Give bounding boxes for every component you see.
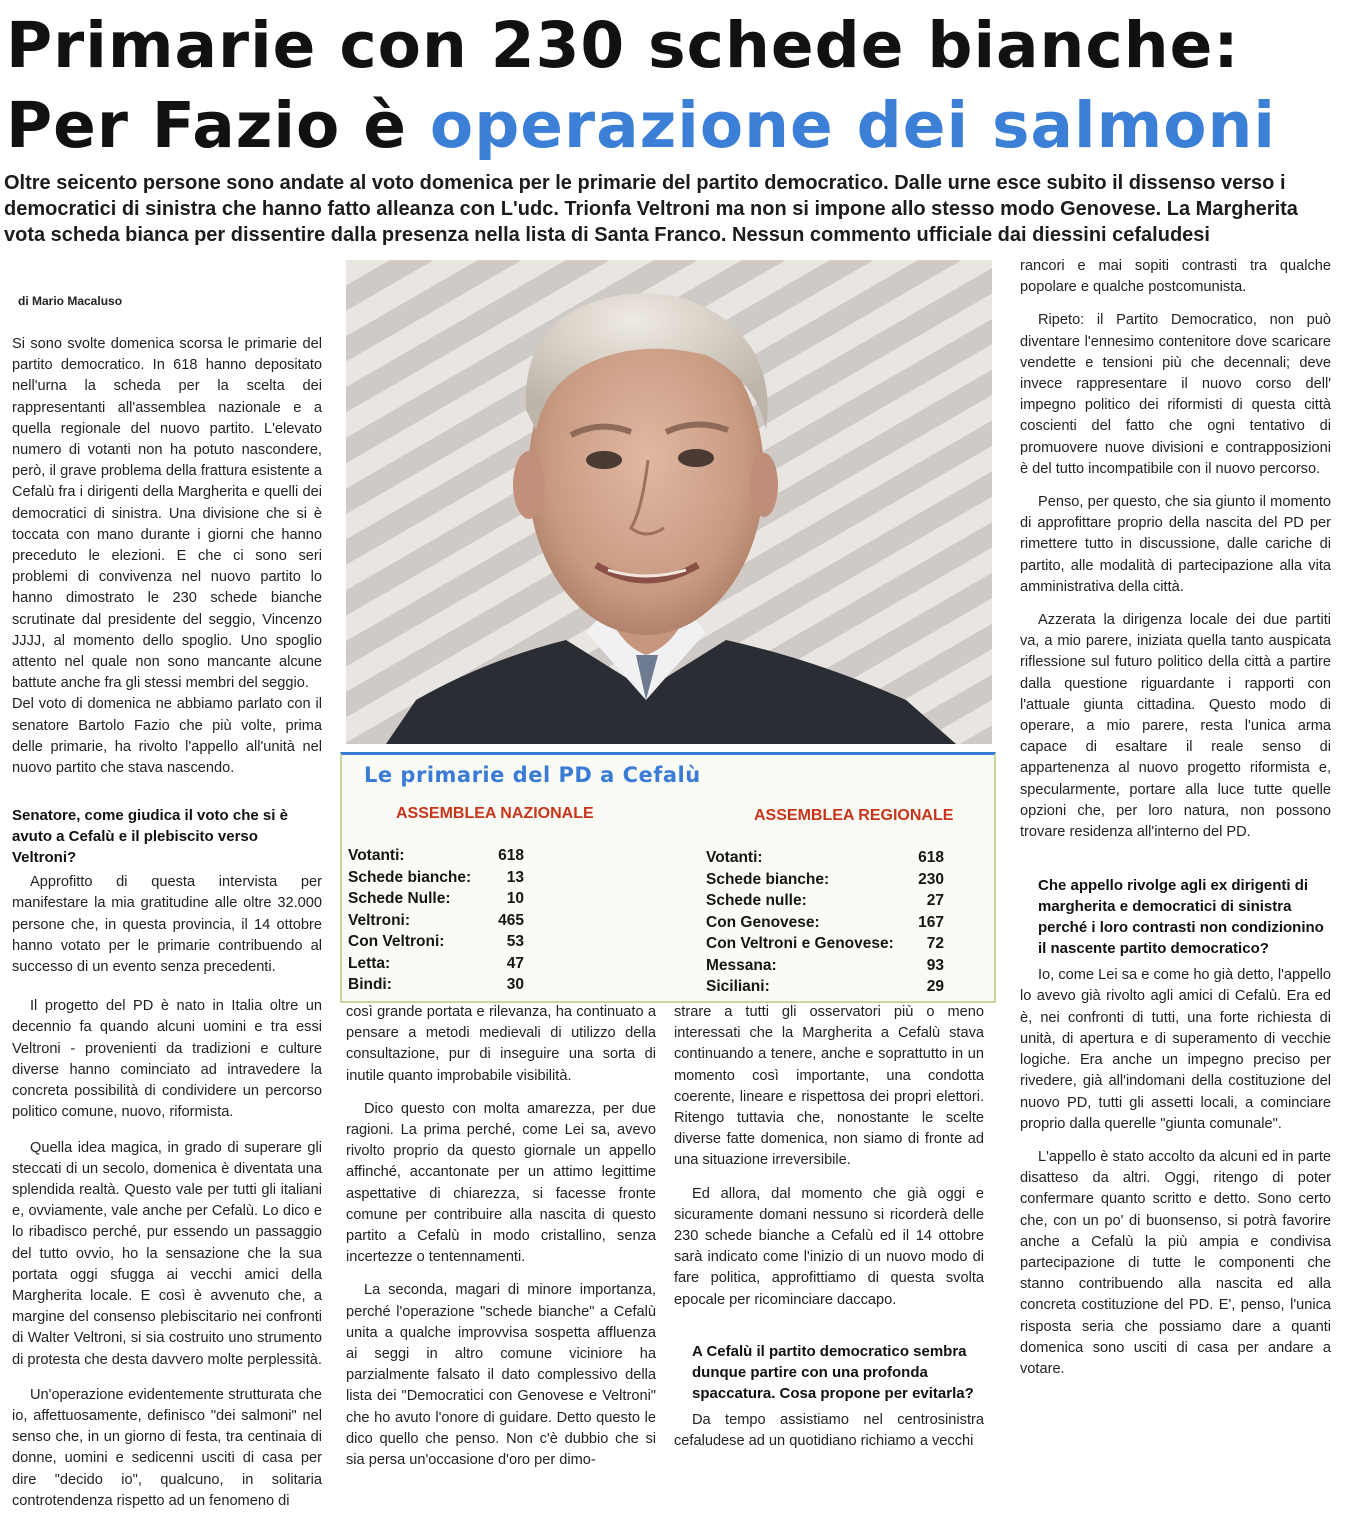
article-paragraph: Dico questo con molta amarezza, per due ragioni. La prima perché, come Lei sa, avevo rivolto proprio da questo giornale un appello affinché, accantonate per un attimo legittime aspettative di chiarezza, si facesse fronte comune per contribuire alla nascita di questo partito a Cefalù in modo cristallino, senza incertezze o tentennamenti.: [346, 1100, 656, 1266]
results-value: 47: [506, 954, 524, 972]
results-row: [706, 892, 944, 914]
results-value: 53: [506, 933, 524, 950]
results-value: 10: [506, 890, 524, 907]
results-value: 29: [926, 978, 944, 995]
interview-question: A Cefalù il partito democratico sembra dunque partire con una profonda spaccatura. Cosa propone per evitarla?: [692, 1342, 974, 1402]
portrait-photo: [346, 260, 992, 744]
article-paragraph: Ed allora, dal momento che già oggi e sicuramente domani nessuno si ricorderà delle 230 schede bianche a Cefalù ed il 14 ottobre sarà indicato come l'inizio di un nuovo modo di fare politica, approfittiamo di questa svolta epocale per ricominciare daccapo.: [674, 1185, 984, 1308]
interview-question: Che appello rivolge agli ex dirigenti di margherita e democratici di sinistra perché i loro contrasti non condizionino il nascente partito democratico?: [1038, 877, 1324, 958]
article-paragraph: Approfitto di questa intervista per manifestare la mia gratitudine alle oltre 32.000 persone che, in questa provincia, il 14 ottobre hanno votato per le primarie contribuendo al successo di un evento senza precedenti.: [12, 874, 322, 976]
article-column-3: [674, 1002, 984, 1460]
article-paragraph: Del voto di domenica ne abbiamo parlato con il senatore Bartolo Fazio che più volte, prima delle primarie, ha rivolto l'appello all'unità nel nuovo partito che stava nascendo.: [12, 696, 322, 777]
results-row: [706, 871, 944, 893]
nazionale-results-table: [348, 847, 524, 997]
article-paragraph: La seconda, magari di minore importanza, perché l'operazione "schede bianche" a Cefalù unita a qualche improvvisa sospetta affluenza ai seggi in altro comune viciniore ha parzialmente falsato il dato complessivo della lista dei "Democratici con Genovese e Veltroni" che ho avuto l'onore di guidare. Detto questo le dico quello che penso. Non c'è dubbio che si sia persa un'occasione d'oro per dimo-: [346, 1282, 656, 1469]
article-paragraph: Azzerata la dirigenza locale dei due partiti va, a mio parere, iniziata quella tanto auspicata riflessione sul futuro politico della città a partire dalla questione riguardante i rapporti con l'attuale giunta cittadina. Questo modo di operare, a mio parere, resta l'unica arma capace di esaltare il reale senso di appartenenza al nuovo progetto riformista e, specularmente, portare alla luce tutte quelle opzioni che, per loro natura, non possono trovare residenza all'interno del PD.: [1020, 612, 1331, 841]
results-box-title: Le primarie del PD a Cefalù: [364, 763, 701, 787]
assemblea-nazionale-heading: ASSEMBLEA NAZIONALE: [396, 805, 594, 822]
results-row: [348, 869, 524, 891]
regionale-results-table: [706, 849, 944, 999]
results-row: [348, 955, 524, 977]
headline-line-2-prefix: Per Fazio è: [6, 89, 430, 162]
results-label: Votanti:: [706, 849, 763, 866]
headline: [6, 6, 1346, 166]
assemblea-regionale-heading: ASSEMBLEA REGIONALE: [754, 807, 954, 824]
interview-question: Senatore, come giudica il voto che si è avuto a Cefalù e il plebiscito verso Veltroni?: [12, 807, 288, 867]
article-column-2: [346, 1002, 656, 1479]
headline-line-1: Primarie con 230 schede bianche:: [6, 9, 1240, 82]
results-label: Votanti:: [348, 847, 405, 864]
results-value: 230: [918, 870, 944, 888]
results-value: 27: [926, 892, 944, 909]
results-row: [348, 912, 524, 934]
portrait-illustration: [346, 260, 992, 744]
results-value: 93: [926, 956, 944, 974]
results-value: 72: [926, 935, 944, 952]
lead-paragraph: Oltre seicento persone sono andate al voto domenica per le primarie del partito democratico. Dalle urne esce subito il dissenso verso i democratici di sinistra che hanno fatto alleanza con L'udc. Trionfa Veltroni ma non si impone allo stesso modo Genovese. La Margherita vota scheda bianca per dissentire dalla presenza nella lista di Santa Franco. Nessun commento ufficiale dai diessini cefaludesi: [4, 172, 1298, 246]
results-row: [348, 890, 524, 912]
article-paragraph: Da tempo assistiamo nel centrosinistra cefaludese ad un quotidiano richiamo a vecchi: [674, 1411, 984, 1450]
article-paragraph: Quella idea magica, in grado di superare gli steccati di un secolo, domenica è diventata una splendida realtà. Questo vale per tutti gli italiani e, ovviamente, vale anche per Cefalù. Lo dico e lo ribadisco perché, pur essendo un passaggio del tutto ovvio, ho la sensazione che la sua portata oggi sfugga ai vecchi amici della Margherita locale. E così è avvenuto che, a margine del consenso plebiscitario nei confronti di Walter Veltroni, si sia costruito uno strumento di protesta che desta davvero molte perplessità.: [12, 1139, 322, 1368]
results-value: 167: [918, 913, 944, 931]
article-paragraph: Il progetto del PD è nato in Italia oltre un decennio fa quando alcuni uomini e tra essi Veltroni - provenienti da tradizioni e culture diverse hanno cominciato ad intravedere la concreta possibilità di condividere un percorso politico comune, nuovo, riformista.: [12, 998, 322, 1121]
byline: di Mario Macaluso: [18, 294, 123, 308]
results-label: Schede bianche:: [706, 870, 830, 888]
results-label: Messana:: [706, 956, 777, 974]
article-paragraph: Penso, per questo, che sia giunto il momento di approfittare proprio della nascita del PD per rimettere tutto in discussione, dalle cariche di partito, alle modalità di partecipazione alla vita amministrativa della città.: [1020, 494, 1331, 595]
article-column-4: [1020, 256, 1331, 1388]
article-paragraph: Io, come Lei sa e come ho già detto, l'appello lo avevo già rivolto agli amici di Cefalù. Era ed è, nei confronti di tutti, una forte richiesta di unità, di apertura e di superamento di vecchie logiche. Era anche un impegno preciso per rivedere, già all'indomani della costituzione del nuovo PD, tutti gli assetti locali, a cominciare proprio dalla querelle "giunta comunale".: [1020, 967, 1331, 1132]
results-label: Bindi:: [348, 976, 392, 993]
results-box: [340, 752, 996, 1003]
results-row: [706, 957, 944, 979]
results-label: Con Veltroni e Genovese:: [706, 935, 894, 952]
results-value: 13: [506, 868, 524, 886]
results-label: Schede nulle:: [706, 892, 807, 909]
results-row: [348, 933, 524, 955]
results-value: 465: [498, 911, 524, 929]
results-row: [706, 849, 944, 871]
results-row: [348, 976, 524, 998]
article-paragraph: strare a tutti gli osservatori più o meno interessati che la Margherita a Cefalù stava continuando a tenere, anche e soprattutto in un momento così importante, una condotta coerente, lineare e rispettosa dei propri elettori. Ritengo tuttavia che, nonostante le scelte diverse fatte domenica, non siamo di fronte ad una situazione irreversibile.: [674, 1004, 984, 1169]
article-paragraph: Un'operazione evidentemente strutturata che io, affettuosamente, definisco "dei salmoni" nel senso che, in un giorno di festa, tra centinaia di donne, uomini e sedicenni usciti di casa per dire "decido io", qualcuno, in solitaria controtendenza rispetto ad un fenomeno di: [12, 1386, 322, 1509]
results-label: Con Veltroni:: [348, 933, 445, 950]
results-value: 30: [506, 976, 524, 993]
results-label: Con Genovese:: [706, 913, 820, 931]
article-paragraph: rancori e mai sopiti contrasti tra qualche popolare e qualche postcomunista.: [1020, 258, 1331, 296]
results-label: Schede Nulle:: [348, 890, 451, 907]
article-paragraph: Ripeto: il Partito Democratico, non può diventare l'ennesimo contenitore dove scaricare vendette e tensioni più che decennali; deve invece rappresentare il nuovo corso dell' impegno politico dei riformisti di questa città coscienti del fatto che ogni tentativo di promuovere nuove divisioni e contrapposizioni è del tutto incompatibile con il nuovo percorso.: [1020, 312, 1331, 477]
article-paragraph: così grande portata e rilevanza, ha continuato a pensare a metodi medievali di utilizzo della consultazione, pur di inseguire una sorta di inutile quanto improbabile visibilità.: [346, 1004, 656, 1084]
results-label: Siciliani:: [706, 978, 770, 995]
results-row: [706, 935, 944, 957]
results-value: 618: [498, 847, 524, 864]
article-column-1: [12, 334, 322, 1520]
article-paragraph: Si sono svolte domenica scorsa le primarie del partito democratico. In 618 hanno depositato nell'urna la scheda per la scelta dei rappresentanti all'assemblea nazionale e a quella regionale del nuovo partito. L'elevato numero di votanti non ha potuto nascondere, però, il grave problema della frattura esistente a Cefalù fra i dirigenti della Margherita e quelli dei democratici di sinistra. Una divisione che si è toccata con mano durante i giorni che hanno preceduto le elezioni. E che ci sono seri problemi di convivenza nel nuovo partito lo hanno dimostrato le 230 schede bianche scrutinate dal presidente del seggio, Vincenzo JJJJ, al momento dello spoglio. Uno spoglio attento nel quale non sono mancante alcune battute anche fra gli stessi membri del seggio.: [12, 336, 322, 692]
headline-line-2-highlight: operazione dei salmoni: [429, 89, 1276, 162]
results-row: [706, 914, 944, 936]
article-paragraph: L'appello è stato accolto da alcuni ed in parte disatteso da altri. Oggi, ritengo di poter confermare quanto scritto e detto. Sono certo che, con un po' di buonsenso, si potrà favorire anche a Cefalù la più ampia e condivisa partecipazione di tutte le componenti che stanno contribuendo alla nascita ed alla concreta costituzione del PD. E', penso, l'unica risposta seria che possiamo dare a quanti domenica sono usciti di casa per andare a votare.: [1020, 1148, 1331, 1377]
results-label: Letta:: [348, 954, 391, 972]
results-row: [348, 847, 524, 869]
results-label: Schede bianche:: [348, 868, 472, 886]
results-label: Veltroni:: [348, 911, 411, 929]
results-value: 618: [918, 849, 944, 866]
results-row: [706, 978, 944, 1000]
